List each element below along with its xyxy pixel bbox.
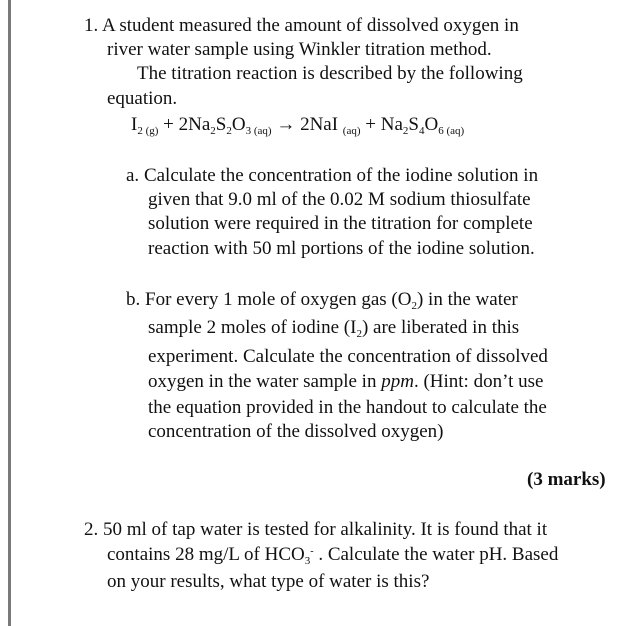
q1-number: 1.	[84, 15, 99, 36]
q1b-line-1: b. For every 1 mole of oxygen gas $(O_2)$ in the water	[126, 289, 518, 312]
q2-line-2: contains 28 mg/L of $HCO_3^-$ . Calculate the water pH. Based	[107, 544, 559, 567]
q1a-label: a.	[126, 165, 140, 186]
q2-line-1: 2. 50 ml of tap water is tested for alkalinity. It is found that it	[84, 519, 548, 540]
q1a-line-4: reaction with 50 ml portions of the iodine solution.	[148, 238, 535, 259]
q1b-line-5: the equation provided in the handout to calculate the	[148, 397, 547, 418]
q2-line-3: on your results, what type of water is this?	[107, 571, 430, 592]
q1-first-line	[84, 14, 519, 38]
q1-intro-line-3: The titration reaction is described by the following	[137, 63, 523, 84]
q1-intro-line-2: river water sample using Winkler titration method.	[107, 39, 492, 60]
q1b-label: b.	[126, 289, 141, 310]
q1-intro-line-1: A student measured the amount of dissolved oxygen in	[101, 15, 519, 36]
titration-equation: $I_{2 (g)} + 2Na_2S_2O_{3 (aq)} \to 2NaI$ $_{(aq)} + Na_2S_4O_{6 (aq)}$	[131, 114, 465, 137]
q1b-line-6: concentration of the dissolved oxygen)	[148, 421, 444, 442]
left-margin-rule	[8, 0, 11, 626]
q1a-line-1: a. Calculate the concentration of the iodine solution in	[126, 165, 539, 186]
q1b-line-4: oxygen in the water sample in ppm. (Hint: don’t use	[148, 371, 544, 392]
q1-intro-line-4: equation.	[107, 88, 178, 109]
cut-off-text-fragment	[528, 612, 608, 622]
q1b-line-2: sample 2 moles of iodine $(I_2)$ are liberated in this	[148, 317, 520, 340]
q2-number: 2.	[84, 519, 99, 540]
marks-label: (3 marks)	[527, 469, 606, 490]
q1b-line-3: experiment. Calculate the concentration of dissolved	[148, 346, 548, 367]
q1a-line-3: solution were required in the titration for complete	[148, 213, 533, 234]
q1a-line-2: given that 9.0 ml of the 0.02 M sodium thiosulfate	[148, 189, 531, 210]
